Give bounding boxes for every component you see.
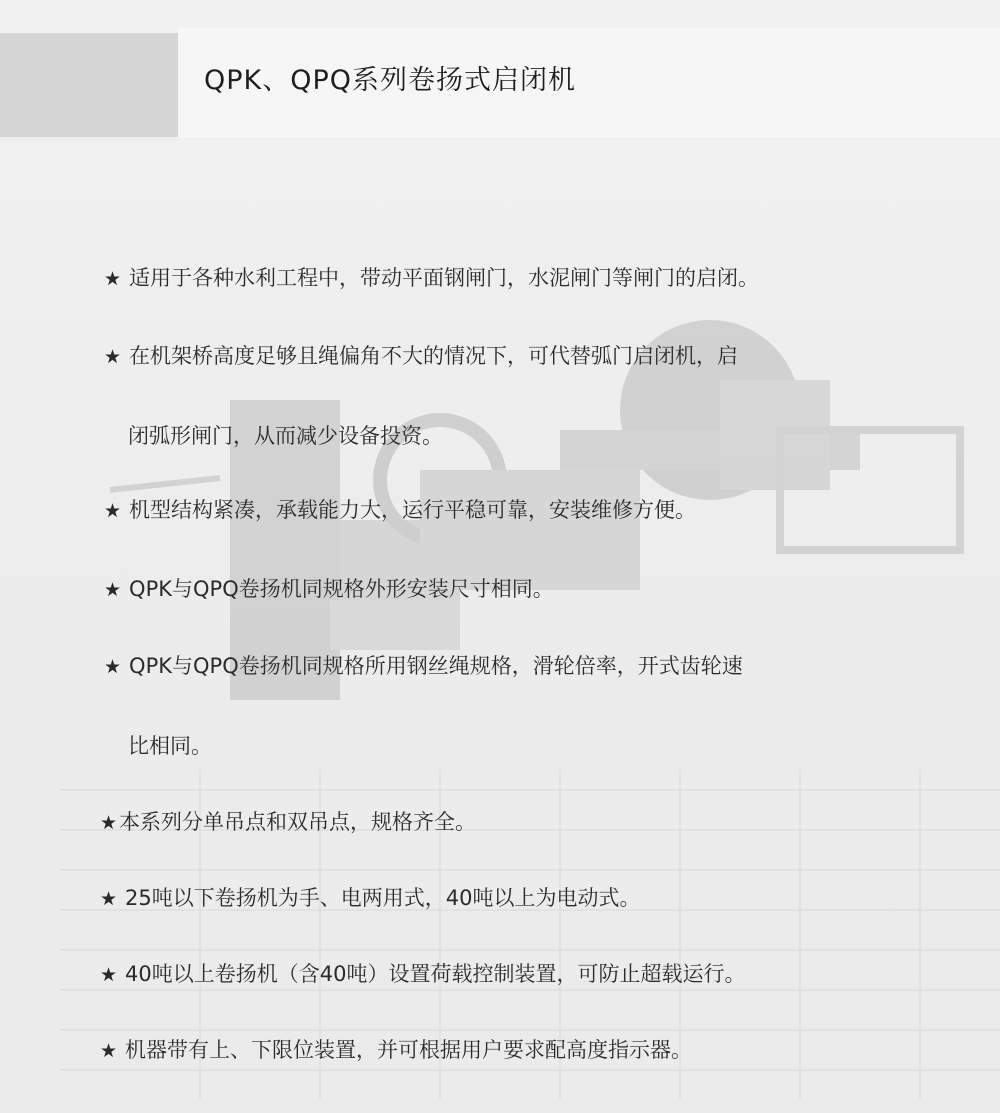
star-bullet-icon: ★: [100, 888, 118, 910]
feature-text: QPK与QPQ卷扬机同规格外形安装尺寸相同。: [129, 577, 554, 601]
feature-item: [100, 806, 476, 836]
feature-text: 机器带有上、下限位装置，并可根据用户要求配高度指示器。: [125, 1038, 693, 1062]
feature-text: 闭弧形闸门，从而减少设备投资。: [128, 424, 443, 448]
star-bullet-icon: ★: [104, 268, 122, 290]
feature-item: [104, 494, 696, 524]
feature-item-continued: [128, 420, 443, 450]
star-bullet-icon: ★: [100, 1040, 118, 1062]
feature-item-continued: [128, 730, 212, 760]
page-title: QPK、QPQ系列卷扬式启闭机: [204, 65, 577, 96]
star-bullet-icon: ★: [104, 579, 122, 601]
star-bullet-icon: ★: [100, 812, 118, 834]
star-bullet-icon: ★: [104, 346, 122, 368]
feature-text: 适用于各种水利工程中，带动平面钢闸门，水泥闸门等闸门的启闭。: [129, 266, 760, 290]
feature-text: 比相同。: [128, 734, 212, 758]
star-bullet-icon: ★: [104, 656, 122, 678]
feature-item: [100, 882, 641, 912]
feature-text: 40吨以上卷扬机（含40吨）设置荷载控制装置，可防止超载运行。: [125, 962, 746, 986]
feature-text: 机型结构紧凑，承载能力大，运行平稳可靠，安装维修方便。: [129, 498, 697, 522]
star-bullet-icon: ★: [104, 500, 122, 522]
feature-text: QPK与QPQ卷扬机同规格所用钢丝绳规格，滑轮倍率，开式齿轮速: [129, 654, 743, 678]
feature-item: [100, 1034, 692, 1064]
star-bullet-icon: ★: [100, 964, 118, 986]
feature-item: [104, 262, 759, 292]
feature-item: [104, 573, 554, 603]
feature-item: [104, 650, 743, 680]
feature-text: 在机架桥高度足够且绳偏角不大的情况下，可代替弧门启闭机，启: [129, 344, 739, 368]
feature-item: [100, 958, 746, 988]
feature-text: 25吨以下卷扬机为手、电两用式，40吨以上为电动式。: [125, 886, 641, 910]
feature-text: 本系列分单吊点和双吊点，规格齐全。: [119, 810, 477, 834]
feature-item: [104, 340, 738, 370]
